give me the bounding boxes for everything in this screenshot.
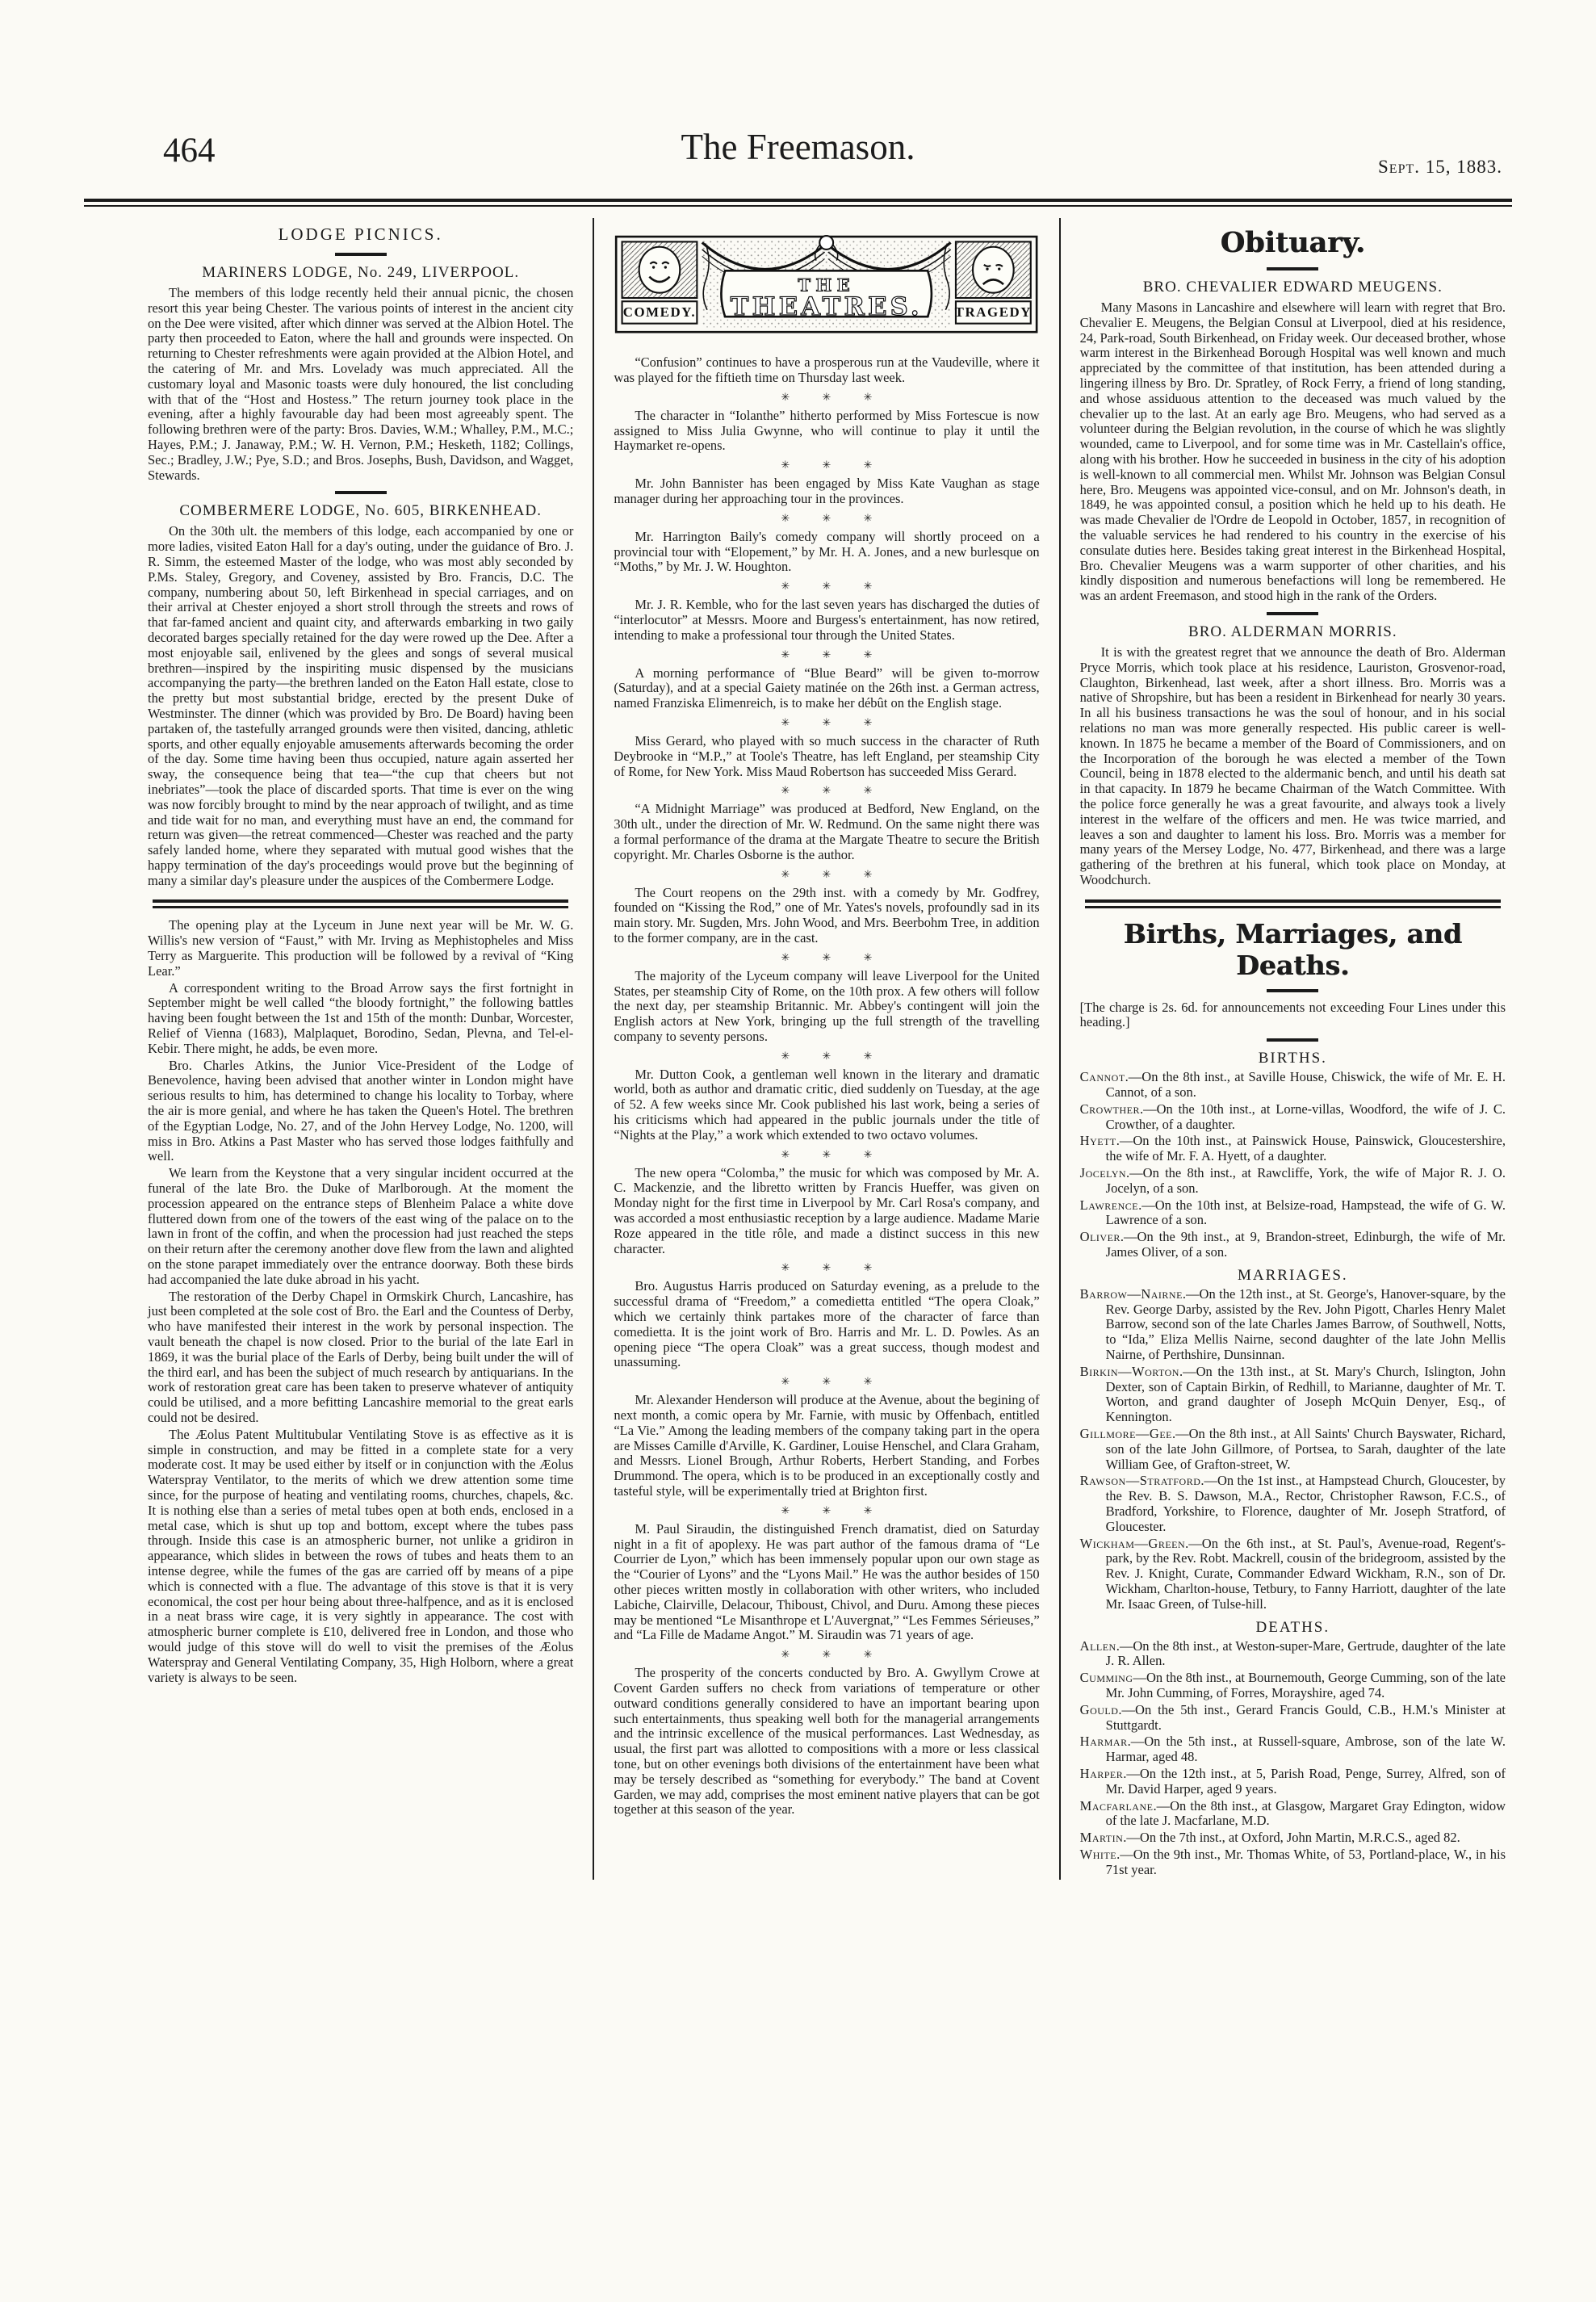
theatre-item: The character in “Iolanthe” hitherto performed by Miss Fortescue is now assigned to Miss Julia Gwynne, who will continue to play it until the Haymarket re-opens. bbox=[614, 407, 1040, 454]
asterisk-separator: ✳ ✳ ✳ bbox=[781, 581, 887, 593]
obituary-body: It is with the greatest regret that we announce the death of Bro. Alderman Pryce Morris, which took place at his residence, Lauriston, Grosvenor-road, Claughton, Birkenhead, last week, after a short illness. Bro. Morris was a native of Shropshire, but has been a resident in Birkenhead for nearly 30 years. In all his business transactions he was the soul of honour, and in his social relations no man was more generally respected. His public career is well-known. In 1875 he became a member of the Board of Commissioners, and on the Incorporation of the borough he was elected a member of the Town Council, being in 1878 elected to the aldermanic bench, and until his death sat in that capacity. In 1879 he became Chairman of the Watch Committee. With the police force generally he was a great favourite, and always took a lively interest in the welfare of the officers and men. He was twice married, and leaves a son and daughter to lament his loss. Bro. Morris was a member for many years of the Mersey Lodge, No. 477, Birkenhead, and there was a large gathering of the brethren at his funeral, which took place on Monday, at Woodchurch. bbox=[1079, 644, 1506, 887]
theatre-item: Mr. Alexander Henderson will produce at the Avenue, about the begining of next month, a comic opera by Mr. Farnie, with music by Offenbach, entitled “La Vie.” Among the leading members of the company taking part in the opera are Misses Camille d'Arville, K. Gardiner, Louise Henschel, and Clara Graham, and Messrs. Lionel Brough, Arthur Roberts, Herbert Standing, and Forbes Drummond. The opera, which is to be produced in an exceptionally costly and tasteful style, will be experimentally tried at Brighton first. bbox=[614, 1392, 1040, 1499]
theatre-item: The Court reopens on the 29th inst. with a comedy by Mr. Godfrey, founded on “Kissing the Rod,” one of Mr. Yates's novels, profoundly sad in its main story. Mr. Sugden, Mrs. John Wood, and Mrs. Beerbohm Tree, in addition to the former company, are in the cast. bbox=[614, 884, 1040, 946]
lodge-article bbox=[148, 491, 573, 888]
asterisk-separator: ✳ ✳ ✳ bbox=[781, 1504, 887, 1517]
entry-text: .—On the 10th inst., at Painswick House, Painswick, Gloucestershire, the wife of Mr. F. A. Hyett, of a daughter. bbox=[1105, 1133, 1506, 1164]
entry-text: .—On the 6th inst., at St. Paul's, Avenue-road, Regent's-park, by the Rev. Robt. Mackrell, cousin of the bridegroom, assisted by the Rev. J. Knight, Curate, Commander Edward Wickham, R.N., son of Dr. Wickham, Charlton-house, Tetbury, to Fanny Harriott, daughter of the late Mr. Isaac Green, of Tulse-hill. bbox=[1105, 1535, 1506, 1612]
death-entry bbox=[1080, 1639, 1506, 1670]
entry-name: Barrow—Nairne bbox=[1079, 1285, 1183, 1302]
entry-name: White bbox=[1079, 1846, 1117, 1862]
marriages-heading: MARRIAGES. bbox=[1237, 1266, 1348, 1284]
short-rule bbox=[1267, 1038, 1318, 1042]
asterisk-separator: ✳ ✳ ✳ bbox=[781, 459, 887, 472]
entry-text: .—On the 8th inst., at Saville House, Chiswick, the wife of Mr. E. H. Cannot, of a son. bbox=[1105, 1069, 1506, 1101]
theatre-item: Bro. Augustus Harris produced on Saturday evening, as a prelude to the successful drama of “Freedom,” a comedietta entitled “The opera Cloak,” which we certainly think partakes more of the character of farce than comedietta. It is the joint work of Bro. Harris and Mr. L. D. Powles. As an opening piece “The opera Cloak” was a great success, though modest and unassuming. bbox=[614, 1278, 1040, 1370]
marriage-entry bbox=[1080, 1537, 1506, 1612]
entry-name: Cumming bbox=[1079, 1670, 1133, 1686]
news-paragraph: The Æolus Patent Multitubular Ventilating Stove is as effective as it is simple in construction, and may be fitted in a complete state for a very moderate cost. It may be used either by itself or in conjunction with the Æolus Waterspray Ventilator, to the merits of which we drew attention some time since, for the purpose of heating and ventilating rooms, churches, chapels, &c. It is nothing else than a series of metal tubes open at both ends, enclosed in a metal case, which is shut up top and bottom, except where the tubes pass through. Inside this case is an atmospheric burner, not unlike a gridiron in appearance, which slides in between the rows of tubes and heats them to an intense degree, while the fumes of the gas are carried off by means of a pipe which is connected with a flue. The advantage of this stove is that it is very economical, the cost per hour being about three-halfpence, and as it is enclosed in a neat brass wire cage, it is very sightly in appearance. The cost with atmospheric burner complete is £10, delivered free in London, and those who would judge of this stove will do well to visit the premises of the Æolus Waterspray and General Ventilating Company, 35, High Holborn, where a great variety is always to be seen. bbox=[148, 1426, 574, 1685]
death-entry bbox=[1080, 1703, 1506, 1734]
asterisk-separator: ✳ ✳ ✳ bbox=[781, 512, 887, 525]
theatre-item: The majority of the Lyceum company will leave Liverpool for the United States, per steamship City of Rome, on the 10th prox. A few others will follow the next day, per steamship Britannic. Mr. Abbey's contingent will join the English actors at New York, bringing up the full strength of the travelling company to seventy persons. bbox=[614, 967, 1040, 1044]
theatre-item: Mr. John Bannister has been engaged by Miss Kate Vaughan as stage manager during her approaching tour in the provinces. bbox=[614, 476, 1040, 506]
asterisk-separator: ✳ ✳ ✳ bbox=[781, 1262, 887, 1275]
marriage-entry bbox=[1080, 1287, 1506, 1363]
death-entry bbox=[1080, 1799, 1506, 1830]
article-body: The members of this lodge recently held their annual picnic, the chosen resort this year being Chester. The various points of interest in the ancient city on the Dee were visited, after which dinner was served at the Albion Hotel. The party then proceeded to Eaton, where the hall and grounds were inspected. On returning to Chester refreshments were again provided at the Albion Hotel, and the catering of Mr. and Mrs. Lovelady was much appreciated. All the customary loyal and Masonic toasts were duly honoured, the list concluding with that of the “Host and Hostess.” The return journey took place in the evening, after a highly favourable day had been most agreeably spent. The following brethren were of the party: Bros. Davies, W.M.; Whalley, P.M., M.C.; Hayes, P.M.; J. Janaway, P.M.; W. H. Vernon, P.M.; Hesketh, 1182; Collings, Sec.; Bradley, J.W.; Pye, S.D.; and Bros. Josephs, Bush, Davidson, and Wagget, Stewards. bbox=[148, 285, 574, 483]
entry-text: .—On the 8th inst., at Weston-super-Mare, Gertrude, daughter of the late J. R. Allen. bbox=[1105, 1637, 1506, 1669]
news-paragraph: Bro. Charles Atkins, the Junior Vice-President of the Lodge of Benevolence, having been advised that another winter in London might have serious results to him, has determined to change his locality to Torbay, where the air is more genial, and where he has taken the Queen's Hotel. The brethren of the Egyptian Lodge, No. 27, and of the John Hervey Lodge, No. 1200, will miss in Bro. Atkins a Past Master who has served those lodges faithfully and well. bbox=[148, 1057, 574, 1164]
births-heading: BIRTHS. bbox=[1258, 1050, 1327, 1067]
entry-name: Martin bbox=[1079, 1830, 1124, 1846]
entry-text: .—On the 1st inst., at Hampstead Church, Gloucester, by the Rev. B. S. Dawson, M.A., Rector, Christopher Rawson, F.C.S., of Bradford, Yorkshire, to Florence, daughter of Mr. Joseph Stratford, of Gloucester. bbox=[1105, 1473, 1506, 1534]
page-date: Sept. 15, 1883. bbox=[1378, 157, 1502, 177]
entry-text: .—On the 13th inst., at St. Mary's Church, Islington, John Dexter, son of Captain Birkin, of Redhill, to Marianne, daughter of Mr. T. Worton, and grand daughter of Joseph McQuin Denyer, Esq., of Kennington. bbox=[1105, 1363, 1506, 1425]
asterisk-separator: ✳ ✳ ✳ bbox=[781, 648, 887, 661]
theatres-masthead bbox=[614, 220, 1039, 347]
section-title-births-marriages-deaths: Births, Marriages, and Deaths. bbox=[1123, 917, 1462, 981]
asterisk-separator: ✳ ✳ ✳ bbox=[781, 868, 887, 881]
entry-name: Lawrence bbox=[1079, 1197, 1139, 1213]
obituary-heading: BRO. CHEVALIER EDWARD MEUGENS. bbox=[1142, 279, 1443, 296]
entry-name: Allen bbox=[1079, 1637, 1116, 1654]
entry-name: Cannot bbox=[1079, 1069, 1125, 1085]
entry-name: Macfarlane bbox=[1079, 1797, 1154, 1814]
asterisk-separator: ✳ ✳ ✳ bbox=[781, 785, 887, 798]
marriage-entry bbox=[1080, 1365, 1506, 1425]
article-heading: COMBERMERE LODGE, No. 605, BIRKENHEAD. bbox=[179, 502, 542, 520]
masthead-title-line1: THE bbox=[798, 275, 856, 296]
death-entry bbox=[1080, 1847, 1506, 1878]
theatre-item: “A Midnight Marriage” was produced at Bedford, New England, on the 30th ult., under the direction of Mr. W. Redmund. On the same night there was a formal performance of the drama at the Margate Theatre to secure the British copyright. Mr. Charles Osborne is the author. bbox=[614, 801, 1040, 862]
theatre-item: Mr. Harrington Baily's comedy company will shortly proceed on a provincial tour with “Elopement,” by Mr. H. A. Jones, and a new burlesque on “Moths,” by Mr. J. W. Houghton. bbox=[614, 528, 1040, 575]
birth-entry bbox=[1080, 1070, 1506, 1101]
lodge-articles bbox=[148, 253, 573, 888]
tragedy-mask-icon bbox=[956, 241, 1031, 298]
entry-name: Gillmore—Gee bbox=[1079, 1426, 1172, 1442]
asterisk-separator: ✳ ✳ ✳ bbox=[781, 951, 887, 964]
theatres-masthead-engraving bbox=[614, 220, 1039, 347]
entry-name: Hyett bbox=[1079, 1133, 1116, 1149]
article-heading: MARINERS LODGE, No. 249, LIVERPOOL. bbox=[202, 264, 520, 281]
births-entries bbox=[1080, 1070, 1506, 1260]
marriages-entries bbox=[1080, 1287, 1506, 1612]
entry-name: Gould bbox=[1079, 1701, 1119, 1717]
entry-text: .—On the 10th inst., at Lorne-villas, Woodford, the wife of J. C. Crowther, of a daughter. bbox=[1105, 1101, 1506, 1132]
entry-text: .—On the 10th inst, at Belsize-road, Hampstead, the wife of G. W. Lawrence of a son. bbox=[1105, 1197, 1506, 1228]
entry-text: .—On the 9th inst., Mr. Thomas White, of 53, Portland-place, W., in his 71st year. bbox=[1105, 1846, 1506, 1877]
birth-entry bbox=[1080, 1230, 1506, 1260]
column-divider-rule bbox=[153, 899, 568, 908]
short-rule bbox=[1267, 612, 1318, 615]
death-entry bbox=[1080, 1767, 1506, 1797]
article-body: On the 30th ult. the members of this lodge, each accompanied by one or more ladies, visited Eaton Hall for a day's outing, under the guidance of Bro. J. R. Simm, the esteemed Master of the lodge, who was most ably seconded by P.Ms. Staley, Gregory, and Coveney, assisted by Bro. Francis, D.C. The company, numbering about 50, left Birkenhead in special carriages, and on their arrival at Chester enjoyed a short stroll through the streets and rows of that far-famed ancient and quaint city, and afterwards embarking in two gaily decorated barges specially retained for the day were rowed up the Dee. After a most enjoyable sail, enlivened by the glees and songs of several musical brethren—inspired by the inspiriting music dispensed by the musicians accompanying the party—the brethren landed on the Eaton Hall estate, close to the pretty but most substantial bridge, erected by the present Duke of Westminster. The dinner (which was provided by Bro. De Board) having been partaken of, the tastefully arranged grounds were then visited, dancing, athletic sports, and other equally enjoyable amusements afterwards becoming the order of the day. Some time having been thus occupied, nature again asserted her sway, the consequence being that tea—“the cup that cheers but not inebriates”—took the place of discarded sports. That time is ever on the wing was now forcibly brought to mind by the near approach of twilight, and as time and tide wait for no man, and everything must have an end, the command for return was given—the retreat commenced—Chester was reached and the party safely landed home, where they separated with mutual good wishes that the happy termination of the day's proceedings would prove but the beginning of many a similar day's pleasure under the auspices of the Combermere Lodge. bbox=[148, 523, 574, 888]
section-title-lodge-picnics: LODGE PICNICS. bbox=[278, 224, 443, 244]
entry-text: .—On the 5th inst., at Russell-square, Ambrose, son of the late W. Harmar, aged 48. bbox=[1105, 1734, 1506, 1765]
obituary-article bbox=[1080, 267, 1506, 604]
asterisk-separator: ✳ ✳ ✳ bbox=[781, 1649, 887, 1662]
deaths-entries bbox=[1080, 1639, 1506, 1878]
death-entry bbox=[1080, 1830, 1506, 1846]
short-rule bbox=[335, 491, 387, 494]
columns bbox=[148, 218, 1506, 1880]
asterisk-separator: ✳ ✳ ✳ bbox=[781, 1148, 887, 1161]
theatre-item: Mr. Dutton Cook, a gentleman well known in the literary and dramatic world, both as author and dramatic critic, died suddenly on Tuesday, at the age of 52. A few weeks since Mr. Cook published his last work, being a series of his criticisms which had appeared in the public journals under the title of “Nights at the Play,” a work which extended to two octavo volumes. bbox=[614, 1066, 1040, 1143]
entry-text: .—On the 8th inst., at Rawcliffe, York, the wife of Major R. J. O. Jocelyn, of a son. bbox=[1105, 1165, 1506, 1196]
masthead-title-line2: THEATRES. bbox=[730, 292, 924, 322]
tragedy-label: TRAGEDY bbox=[954, 304, 1033, 321]
deaths-heading: DEATHS. bbox=[1255, 1618, 1330, 1636]
section-title-obituary: Obituary. bbox=[1220, 226, 1366, 259]
obituary-article bbox=[1080, 612, 1506, 888]
entry-name: Oliver bbox=[1079, 1229, 1121, 1245]
death-entry bbox=[1080, 1671, 1506, 1701]
short-rule bbox=[1267, 267, 1318, 270]
theatre-item: A morning performance of “Blue Beard” will be given to-morrow (Saturday), and at a special Gaiety matinée on the 26th inst. a German actress, named Franziska Elimenreich, is to make her débût on the English stage. bbox=[614, 665, 1040, 711]
theatre-item: The prosperity of the concerts conducted by Bro. A. Gwyllym Crowe at Covent Garden suffers no check from variations of temperature or other outward conditions generally considered to have an important bearing upon such entertainments, thus speaking well both for the managerial arrangements and the intrinsic excellence of the musical performances. Last Wednesday, as usual, the first part was allotted to compositions with a more or less classical tone, but on other evenings both divisions of the entertainment have been what may be tersely described as “something for everybody.” The band at Covent Garden, we may add, comprises the most eminent native players that can be got together at this season of the year. bbox=[614, 1665, 1040, 1818]
asterisk-separator: ✳ ✳ ✳ bbox=[781, 1050, 887, 1063]
short-rule bbox=[1267, 989, 1318, 992]
charge-note: [The charge is 2s. 6d. for announcements not exceeding Four Lines under this heading.] bbox=[1079, 999, 1506, 1030]
theatre-item: M. Paul Siraudin, the distinguished French dramatist, died on Saturday night in a fit of apoplexy. He was part author of the famous drama of “Le Courrier de Lyon,” which has been immensely popular upon our own stage as the “Courier of Lyons” and the “Lyons Mail.” He was the author besides of 150 other pieces written mostly in collaboration with other writers, who included Labiche, Clairville, Delacour, Thiboust, Chivol, and Duru. Among these pieces may be mentioned “Le Misanthrope et L'Auvergnat,” “Les Femmes Sérieuses,” and “La Fille de Madame Angot.” M. Siraudin was 71 years of age. bbox=[614, 1520, 1040, 1643]
marriage-entry bbox=[1080, 1427, 1506, 1472]
birth-entry bbox=[1080, 1134, 1506, 1164]
news-paragraph: The opening play at the Lyceum in June next year will be Mr. W. G. Willis's new version of “Faust,” with Mr. Irving as Mephistopheles and Miss Terry as Marguerite. This production will be followed by a revival of “King Lear.” bbox=[148, 917, 574, 979]
page-header bbox=[0, 0, 1596, 199]
page-title: The Freemason. bbox=[681, 127, 915, 167]
lodge-article bbox=[148, 253, 573, 483]
asterisk-separator: ✳ ✳ ✳ bbox=[781, 1376, 887, 1389]
news-paragraphs bbox=[148, 918, 573, 1685]
birth-entry bbox=[1080, 1102, 1506, 1133]
marriage-entry bbox=[1080, 1474, 1506, 1534]
entry-text: .—On the 8th inst., at Glasgow, Margaret Gray Edington, widow of the late J. Macfarlane, M.D. bbox=[1105, 1797, 1506, 1829]
entry-name: Wickham—Green bbox=[1079, 1535, 1186, 1551]
theatre-item: Miss Gerard, who played with so much success in the character of Ruth Deybrooke in “M.P.,” at Toole's Theatre, has left England, per steamship City of Rome, for New York. Miss Maud Robertson has succeeded Miss Gerard. bbox=[614, 732, 1040, 779]
theatre-item: Mr. J. R. Kemble, who for the last seven years has discharged the duties of “interlocutor” at Messrs. Moore and Burgess's entertainment, has now retired, intending to make a professional tour through the United States. bbox=[614, 597, 1040, 643]
entry-text: .—On the 5th inst., Gerard Francis Gould, C.B., H.M.'s Minister at Stuttgardt. bbox=[1105, 1701, 1506, 1733]
news-paragraph: The restoration of the Derby Chapel in Ormskirk Church, Lancashire, has just been completed at the sole cost of Bro. the Earl and the Countess of Derby, who have manifested their interest in the work by personal inspection. The vault beneath the chapel is now closed. Prior to the burial of the late Earl in 1869, it was the burial place of the Earls of Derby, being built under the will of the third earl, and has been the subject of much research by antiquarians. In the work of restoration great care has been taken to preserve whatever of antiquity could be utilised, and a more befitting Lancashire memorial to the great earls could not be desired. bbox=[148, 1288, 574, 1425]
entry-name: Rawson—Stratford bbox=[1079, 1473, 1201, 1489]
theatre-item: The new opera “Colomba,” the music for which was composed by Mr. A. C. Mackenzie, and the libretto written by Francis Hueffer, was given on Monday night for the first time in Liverpool by Mr. Carl Rosa's company, and was accorded a most enthusiastic reception by a large audience. Madame Marie Roze appeared in the title rôle, and made a distinct success in this new character. bbox=[614, 1164, 1040, 1256]
news-paragraph: A correspondent writing to the Broad Arrow says the first fortnight in September might be well called “the bloody fortnight,” the following battles having been fought between the 1st and 15th of the month: Dunbar, Worcester, Relief of Vienna (1683), Malplaquet, Borodino, Sedan, Plevna, and Tel-el-Kebir. There might, he adds, be even more. bbox=[148, 979, 574, 1056]
asterisk-separator: ✳ ✳ ✳ bbox=[781, 716, 887, 729]
entry-text: .—On the 9th inst., at 9, Brandon-street, Edinburgh, the wife of Mr. James Oliver, of a son. bbox=[1105, 1229, 1506, 1260]
entry-name: Jocelyn bbox=[1079, 1165, 1127, 1181]
entry-name: Harmar bbox=[1079, 1734, 1128, 1750]
theatre-items bbox=[614, 355, 1039, 1818]
asterisk-separator: ✳ ✳ ✳ bbox=[781, 391, 887, 404]
entry-text: .—On the 8th inst., at All Saints' Church Bayswater, Richard, son of the late John Gillmore, of Portsea, to Sarah, daughter of the late William Gee, of Grafton-street, W. bbox=[1105, 1426, 1506, 1472]
death-entry bbox=[1080, 1734, 1506, 1765]
obituary-body: Many Masons in Lancashire and elsewhere will learn with regret that Bro. Chevalier E. Meugens, the Belgian Consul at Liverpool, died at his residence, 24, Park-road, South Birkenhead, on Friday week. Our deceased brother, whose warm interest in the Birkenhead Borough Hospital was well known and much appreciated by the committee of that institution, has been attended during a lingering illness by Bro. Dr. Spratley, of Rock Ferry, a friend of long standing, and whose assiduous attention to the deceased was much valued by the chevalier up to the last. At an early age Bro. Meugens, who had served as a volunteer during the Belgian revolution, in the course of which he was slightly wounded, came to Liverpool, and for some time was in Mr. Castellain's office, along with his brother. How he succeeded in business in the city of his adoption is well-known to all commercial men. Whilst Mr. Johnson was Belgian Consul here, Bro. Meugens was appointed vice-consul, and on Mr. Johnson's death, in 1849, he was appointed consul, a position which he held up to his death. He was made Chevalier de l'Ordre de Leopold in October, 1857, in recognition of the valuable services he had rendered to his country in the exercise of his consulate duties here. Besides taking great interest in the Birkenhead Hospital, Bro. Chevalier Meugens was a warm supporter of other charities, and his kindly disposition and numerous benefactions will long be remembered. He was an ardent Freemason, and stood high in the rank of the Orders. bbox=[1079, 300, 1506, 604]
entry-text: —On the 8th inst., at Bournemouth, George Cumming, son of the late Mr. John Cumming, of Forres, Morayshire, aged 74. bbox=[1105, 1670, 1506, 1700]
entry-name: Birkin—Worton bbox=[1079, 1363, 1179, 1379]
comedy-label: COMEDY. bbox=[623, 304, 697, 321]
column-obituary bbox=[1059, 218, 1506, 1880]
entry-text: .—On the 7th inst., at Oxford, John Martin, M.R.C.S., aged 82. bbox=[1123, 1830, 1460, 1846]
entry-text: .—On the 12th inst., at 5, Parish Road, Penge, Surrey, Alfred, son of Mr. David Harper, aged 9 years. bbox=[1105, 1765, 1506, 1797]
column-divider-rule bbox=[1085, 899, 1501, 908]
header-rule bbox=[84, 199, 1512, 207]
news-paragraph: We learn from the Keystone that a very singular incident occurred at the funeral of the late Bro. the Duke of Marlborough. At the moment the procession appeared on the entrance steps of Blenheim Palace a white dove fluttered down from one of the towers of the east wing of the palace on to the lawn in front of the coffin, and when the procession had just reached the steps on their return after the ceremony another dove flew from the lawn and alighted on the stone parapet immediately over the entrance doorway. Both these birds had accompanied the late duke abroad in his yacht. bbox=[148, 1165, 574, 1287]
birth-entry bbox=[1080, 1166, 1506, 1197]
obituary-articles bbox=[1080, 267, 1506, 888]
birth-entry bbox=[1080, 1198, 1506, 1229]
entry-name: Harper bbox=[1079, 1765, 1124, 1781]
entry-text: .—On the 12th inst., at St. George's, Hanover-square, by the Rev. George Darby, assisted by the Rev. John Pigott, Charles Henry Malet Barrow, second son of the late Charles James Barrow, of Southwell, Notts, to “Ida,” Eliza Mellis Nairne, second daughter of the late John Mellis Nairne, of Perthshire, Dunsinnan. bbox=[1105, 1285, 1506, 1363]
comedy-mask-icon bbox=[622, 241, 697, 298]
column-lodge-picnics bbox=[148, 218, 593, 1880]
entry-name: Crowther bbox=[1079, 1101, 1140, 1117]
short-rule bbox=[335, 253, 387, 256]
page-number: 464 bbox=[163, 132, 216, 170]
obituary-heading: BRO. ALDERMAN MORRIS. bbox=[1188, 623, 1397, 640]
theatre-item: “Confusion” continues to have a prosperous run at the Vaudeville, where it was played for the fiftieth time on Thursday last week. bbox=[614, 354, 1040, 385]
column-theatres bbox=[593, 218, 1058, 1880]
